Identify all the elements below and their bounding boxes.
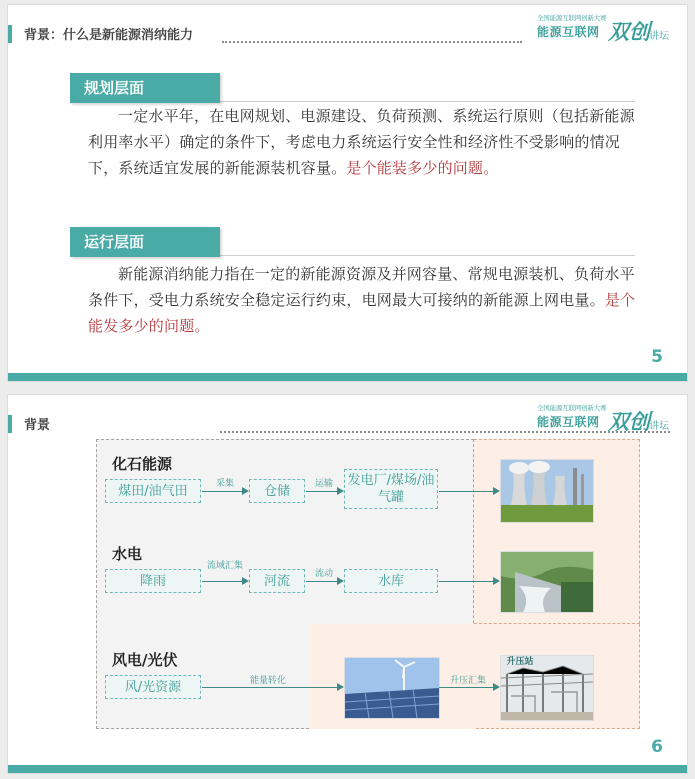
bottom-accent-bar — [8, 765, 687, 773]
slide-title: 背景 — [24, 418, 51, 433]
node-rainfall: 降雨 — [105, 569, 201, 593]
hydro-dam-photo — [500, 551, 594, 613]
arrow-label: 流动 — [314, 569, 333, 579]
arrow — [306, 581, 342, 582]
slide-6 — [7, 394, 688, 774]
planning-highlight: 是个能装多少的问题。 — [346, 159, 499, 177]
forum-logo: 全国能源互联网创新大赛 能源互联网 双创 讲坛 — [537, 404, 669, 434]
row-label-hydro: 水电 — [112, 545, 143, 563]
slide-title: 背景：什么是新能源消纳能力 — [24, 28, 194, 43]
node-river: 河流 — [249, 569, 305, 593]
arrow — [202, 491, 247, 492]
substation-label: 升压站 — [506, 657, 534, 667]
operation-paragraph: 新能源消纳能力指在一定的新能源资源及并网容量、常规电源装机、负荷水平条件下，受电力系统安全稳定运行约束，电网最大可接纳的新能源上网电量。是个能发多少的问题。 — [88, 265, 636, 335]
node-plant-yard-tank: 发电厂/煤场/油气罐 — [344, 469, 438, 509]
bottom-accent-bar — [8, 373, 687, 381]
node-wind-solar-resource: 风/光资源 — [105, 675, 201, 699]
wind-solar-photo — [344, 657, 440, 719]
arrow — [439, 491, 498, 492]
row-label-wind-solar: 风电/光伏 — [112, 651, 178, 669]
title-accent-bar — [8, 415, 12, 433]
arrow — [202, 687, 342, 688]
forum-logo: 全国能源互联网创新大赛 能源互联网 双创 讲坛 — [537, 14, 669, 44]
arrow — [202, 581, 247, 582]
arrow — [439, 687, 498, 688]
operation-highlight: 是个能发多少的问题。 — [88, 291, 636, 335]
node-storage: 仓储 — [249, 479, 305, 503]
page-number: 5 — [651, 347, 663, 367]
arrow — [306, 491, 342, 492]
power-plant-photo — [500, 459, 594, 523]
arrow-label: 运输 — [314, 479, 333, 489]
arrow-label: 采集 — [215, 479, 234, 489]
node-reservoir: 水库 — [344, 569, 438, 593]
header-dotted-line — [220, 431, 670, 433]
planning-paragraph: 一定水平年，在电网规划、电源建设、负荷预测、系统运行原则（包括新能源利用率水平）确定的条件下，考虑电力系统运行安全性和经济性不受影响的情况下，系统适宜发展的新能源装机容量。是个能装多少的问题。 — [88, 107, 635, 177]
row-label-fossil: 化石能源 — [112, 455, 173, 473]
title-accent-bar — [8, 25, 12, 43]
header-dotted-line — [222, 41, 522, 43]
section-heading-operation: 运行层面 — [70, 227, 220, 257]
arrow — [439, 581, 498, 582]
section-heading-planning: 规划层面 — [70, 73, 220, 103]
page-number: 6 — [651, 737, 663, 757]
arrow-label: 能量转化 — [249, 676, 286, 686]
node-coal-oil-field: 煤田/油气田 — [105, 479, 201, 503]
arrow-label: 流域汇集 — [206, 561, 243, 571]
slide-5 — [7, 4, 688, 382]
arrow-label: 升压汇集 — [449, 676, 486, 686]
